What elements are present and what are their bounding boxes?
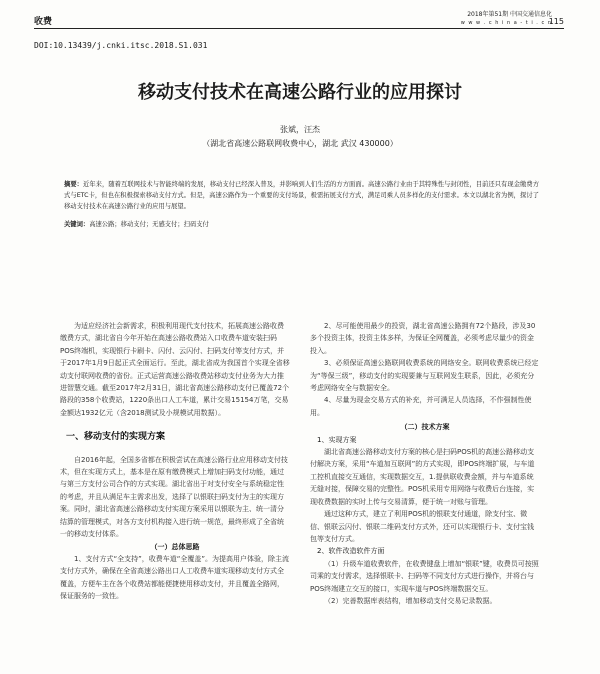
implementation-paragraph: 湖北省高速公路移动支付方案的核心是扫码POS机的高速公路移动支付解决方案，采用“车道加互联网”的方式实现，即POS终端扩展，与车道工控机直接交互通信，实现数据交互，1.提供联收费金额，并与车道系统无缝对接，保障交易的完整性。POS机采用专用网络与收费后台连接，实现收费数据的实时上传与交易清算，便于统一对账与管理。 xyxy=(310,448,535,506)
article-title: 移动支付技术在高速公路行业的应用探讨 xyxy=(138,82,462,103)
software-step-1: （1）升级车道收费软件，在收费键盘上增加“银联”键，收费员可按照司乘的支付需求，选择银联卡、扫码等不同支付方式进行操作，并将台与POS终端建立交互的接口，实现车道与POS终端数据交互。 xyxy=(310,559,539,593)
intro-paragraph: 为适应经济社会新需求，积极利用现代支付技术，拓展高速公路收费缴费方式，湖北省自今年开始在高速公路收费站入口收费车道安装扫码POS终端机，实现银行卡刷卡、闪付、云闪付、扫码支付等支付方式，并于2017年1月9日起正式全面运行。至此，湖北省成为我国首个实现全省移动支付联网收费的省份。正式运营高速公路收费站移动支付业务为大力推进智慧交通。截至2017年2月31日，湖北省高速公路移动支付已覆盖72个路段的358个收费站，1220条出口人工车道，累计交易15154万笔，交易金额达1932亿元（含2018测试及小规模试用数据）。 xyxy=(60,322,290,417)
journal-url: w w w . c h i n a - t i . c n xyxy=(460,20,552,26)
left-column xyxy=(60,320,290,603)
paragraph-point-3: 3、必须保证高速公路联网收费系统的网络安全。联网收费系统已经定为“等保三级”，移动支付的实现要兼与互联网发生联系，因此，必须充分考虑网络安全与数据安全。 xyxy=(310,359,539,393)
subsection-heading-1: （一）总体思路 xyxy=(150,542,200,551)
abstract-text: 近年来，随着互联网技术与智能终端的发展，移动支付已经深入普及，并影响到人们生活的方方面面。高速公路行业由于其特殊性与封闭性，目前还只有现金缴费方式与ETC卡，但也在积极探索移动支付方式。但是，高速公路作为一个重要的支付场景，极需拓展支付方式，满足司乘人员多样化的支付需求。本文以湖北省为例，探讨了移动支付技术在高速公路行业的应用与展望。 xyxy=(64,181,540,211)
item-heading-1: 1、实现方案 xyxy=(317,435,357,444)
section1-paragraph: 自2016年起，全国多省都在积极尝试在高速公路行业应用移动支付技术，但在实现方式上，基本是在原有缴费模式上增加扫码支付功能，通过与第三方支付公司合作的方式实现。湖北省出于对支付安全与系统稳定性的考虑，并且从满足车主需求出发，选择了以银联扫码支付为主的实现方案。同时，湖北省高速公路移动支付实现方案采用以银联为主、统一清分结算的管理模式，对各方支付机构接入进行统一规范，最终形成了全省统一的移动支付体系。 xyxy=(60,455,288,539)
keywords xyxy=(64,219,539,230)
abstract xyxy=(64,179,539,213)
subsection1-paragraph: 1、支付方式“全支持”，收费车道“全覆盖”。为提高用户体验，除主流支付方式外，确保在全省高速公路出口人工收费车道实现移动支付方式全覆盖，方便车主在各个收费站都能便捷使用移动支付，并且覆盖全路网，保证服务的一致性。 xyxy=(60,554,289,601)
journal-name: 2018年第51期 中国交通信息化 xyxy=(467,11,552,18)
affiliation: （湖北省高速公路联网收费中心，湖北 武汉 430000） xyxy=(202,139,398,148)
page-number: 115 xyxy=(548,17,564,26)
paragraph-point-2: 2、尽可能使用最少的投资，湖北省高速公路拥有72个路段，涉及30多个投资主体，投资主体多样，为保证全网覆盖，必须考虑尽量少的资金投入。 xyxy=(310,322,536,355)
keywords-text: 高速公路；移动支付；无感支付；扫码支付 xyxy=(89,221,209,228)
abstract-label: 摘要： xyxy=(64,181,84,188)
doi: DOI:10.13439/j.cnki.itsc.2018.S1.031 xyxy=(34,41,208,50)
paragraph-point-4: 4、尽量为现金交易方式的补充，并可满足人员选择，不作强制性使用。 xyxy=(310,396,532,417)
section-heading-1: 一、移动支付的实现方案 xyxy=(66,432,166,443)
subsection-heading-2: （二）技术方案 xyxy=(400,423,450,432)
header-rule xyxy=(34,28,564,29)
authors: 张斌，汪杰 xyxy=(280,125,320,134)
right-column xyxy=(310,320,540,607)
software-step-2: （2）完善数据库表结构，增加移动支付交易记录数据。 xyxy=(324,596,497,605)
item-heading-2: 2、软件改造软件方面 xyxy=(317,547,385,556)
running-header-section: 收费 xyxy=(34,17,53,27)
channel-paragraph: 通过这种方式，建立了利用POS机的银联支付通道，除支付宝、微信、银联云闪付、银联二维码支付方式外，还可以实现银行卡、支付宝钱包等支付方式。 xyxy=(310,510,534,543)
keywords-label: 关键词： xyxy=(64,221,90,228)
running-header-journal xyxy=(461,11,552,27)
